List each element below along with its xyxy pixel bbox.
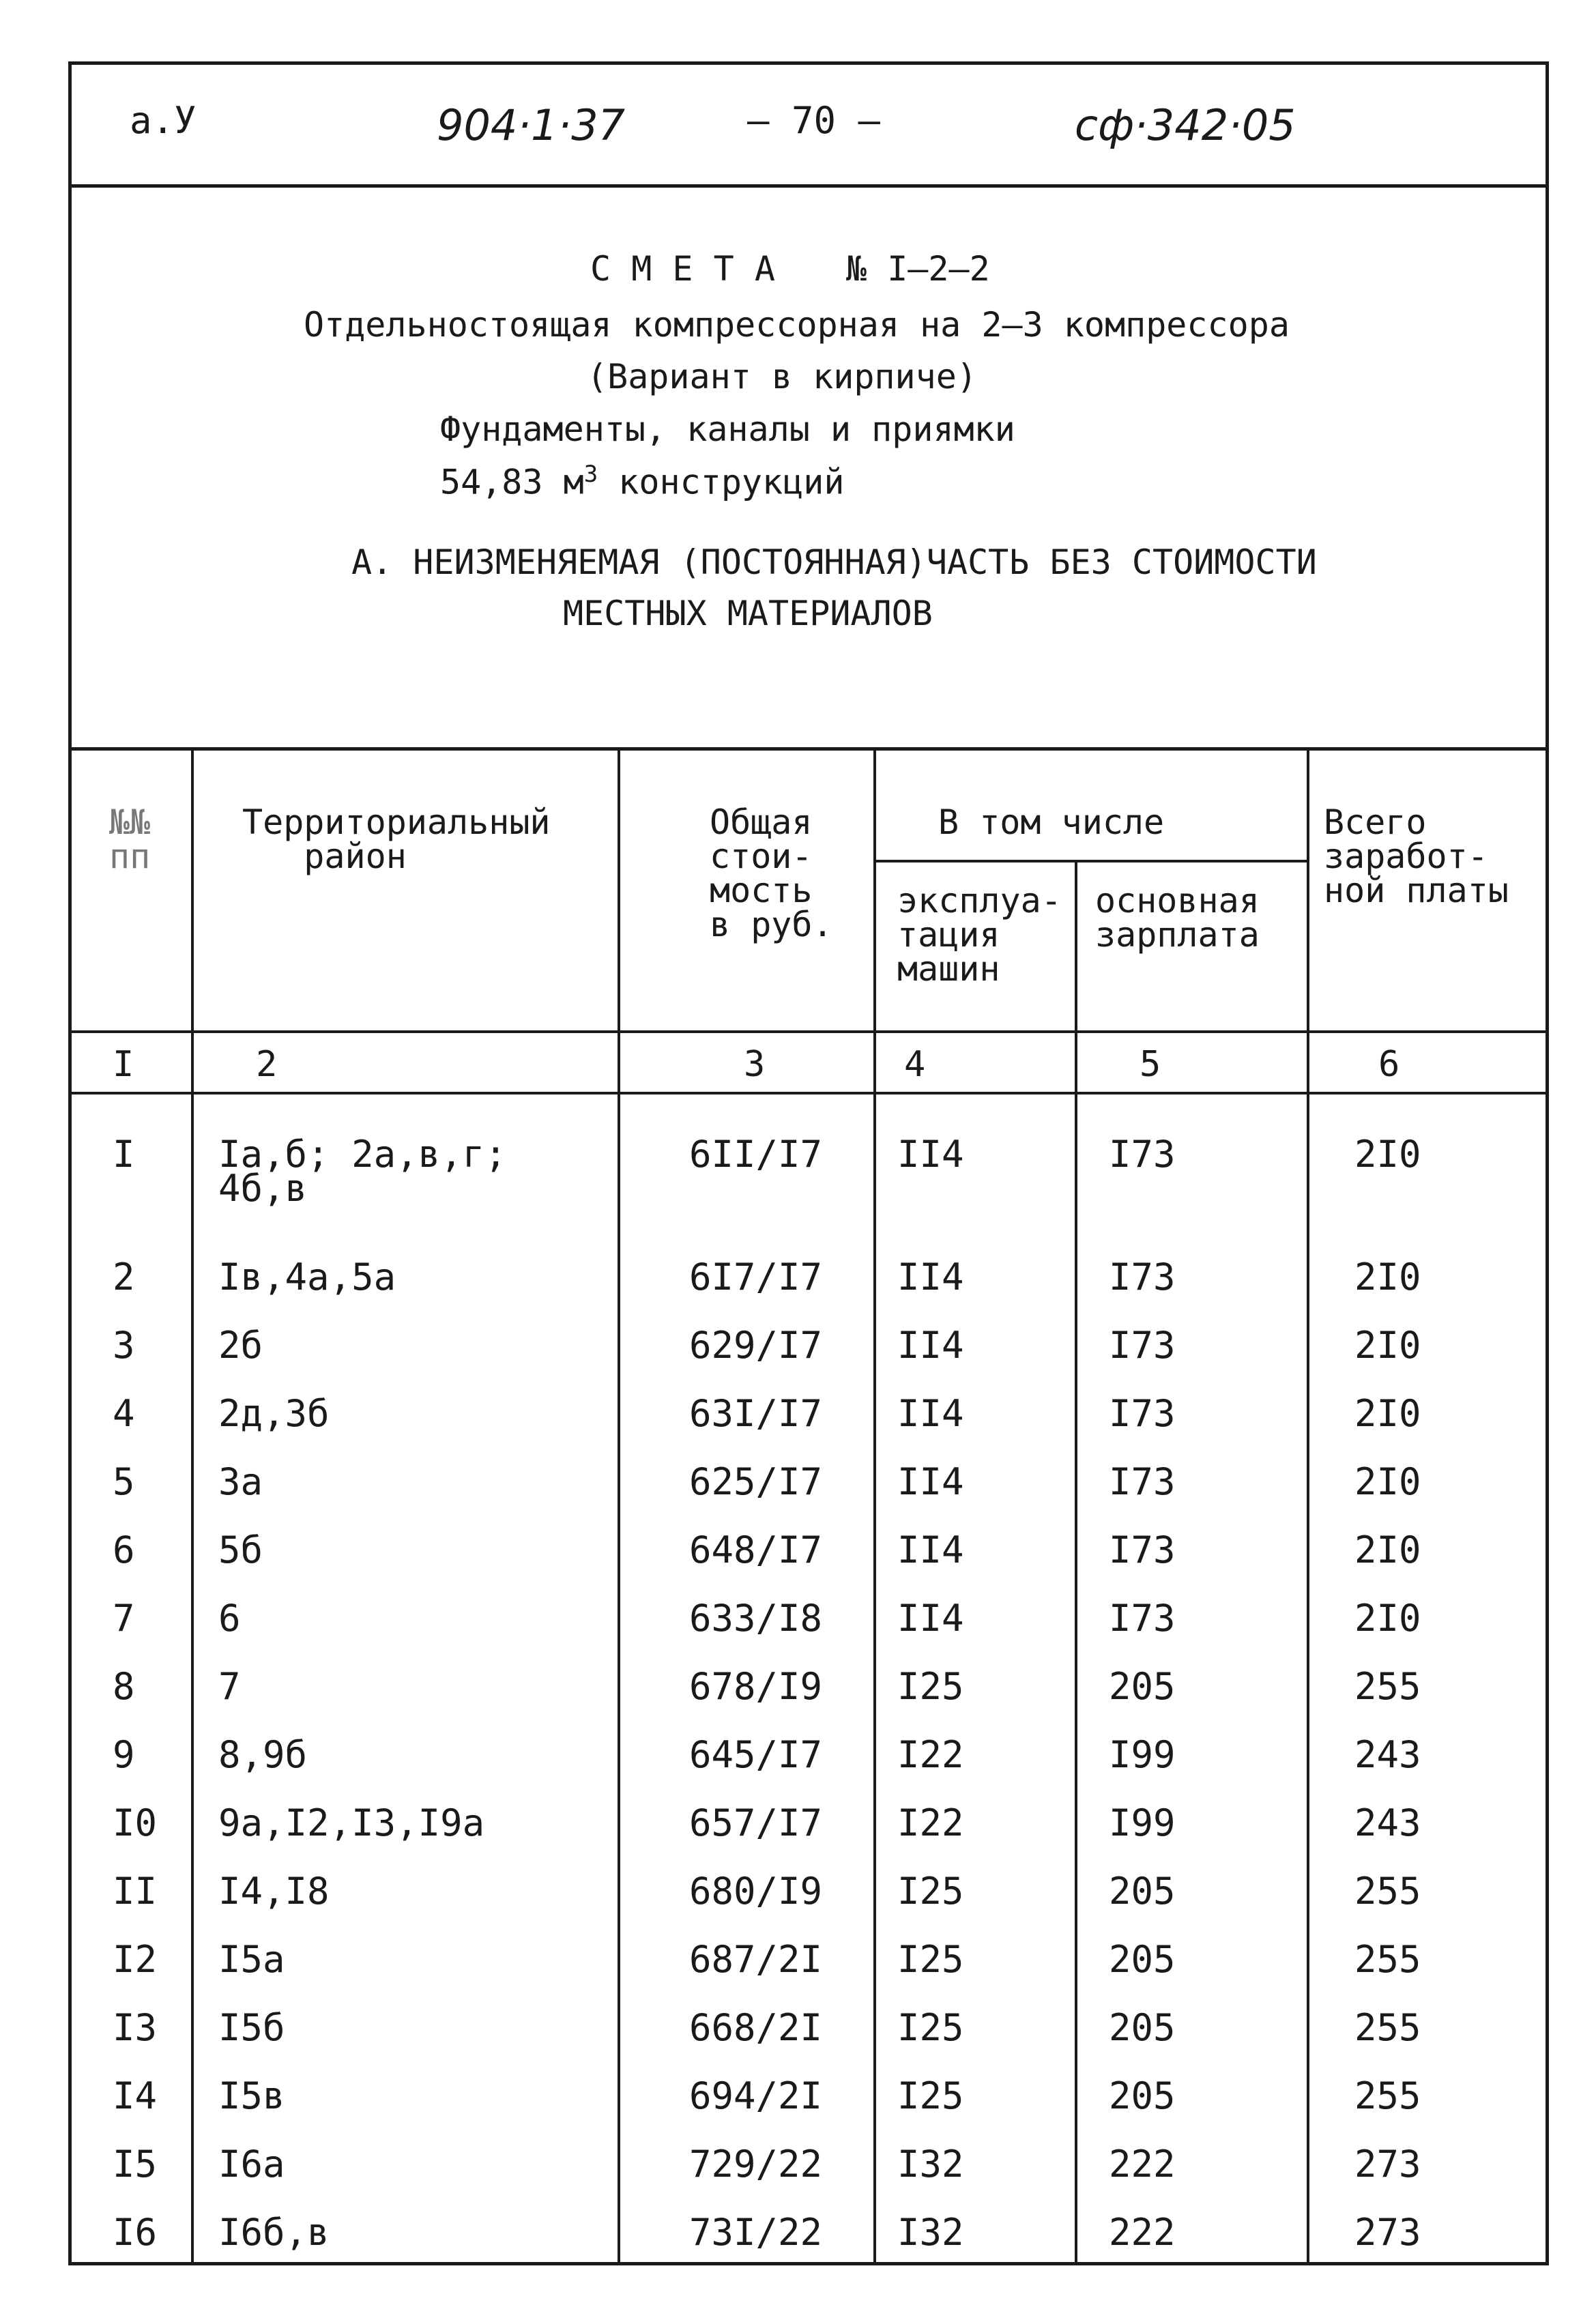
section-title: А. НЕИЗМЕНЯЕМАЯ (ПОСТОЯННАЯ)ЧАСТЬ БЕЗ СТОИМОСТИ xyxy=(351,542,1317,582)
row-region: 8,9б xyxy=(218,1733,308,1776)
row-machines: I22 xyxy=(897,1801,964,1844)
row-salary: 222 xyxy=(1109,2211,1176,2254)
row-wages: 255 xyxy=(1354,2006,1421,2049)
row-total-cost: 678/I9 xyxy=(689,1665,823,1708)
row-region: I5б xyxy=(218,2006,285,2049)
row-total-cost: 73I/22 xyxy=(689,2211,823,2254)
header-including: В том числе xyxy=(938,802,1165,842)
row-number: I0 xyxy=(113,1801,158,1844)
row-machines: I25 xyxy=(897,1870,964,1913)
row-machines: II4 xyxy=(897,1528,964,1571)
row-region: 2б xyxy=(218,1324,263,1367)
page-frame xyxy=(68,61,1549,2265)
row-number: I5 xyxy=(113,2143,158,2186)
row-number: 3 xyxy=(113,1324,135,1367)
column-number: 6 xyxy=(1378,1044,1400,1085)
row-wages: 2I0 xyxy=(1354,1324,1421,1367)
estimate-object: Отдельностоящая компрессорная на 2–3 компрессора xyxy=(304,305,1290,345)
row-number: 8 xyxy=(113,1665,135,1708)
row-number: I2 xyxy=(113,1938,158,1981)
row-region: 7 xyxy=(218,1665,241,1708)
row-machines: I25 xyxy=(897,1938,964,1981)
row-machines: I25 xyxy=(897,2074,964,2117)
row-machines: II4 xyxy=(897,1392,964,1435)
row-total-cost: 668/2I xyxy=(689,2006,823,2049)
row-total-cost: 657/I7 xyxy=(689,1801,823,1844)
col-divider xyxy=(1075,860,1077,2262)
header-wages: Всего заработ- ной платы xyxy=(1324,802,1509,910)
row-region: I5а xyxy=(218,1938,285,1981)
row-region: 6 xyxy=(218,1597,241,1640)
row-number: 9 xyxy=(113,1733,135,1776)
row-machines: I25 xyxy=(897,2006,964,2049)
row-wages: 2I0 xyxy=(1354,1460,1421,1503)
row-machines: II4 xyxy=(897,1256,964,1299)
row-number: II xyxy=(113,1870,158,1913)
page-number: – 70 – xyxy=(747,99,881,142)
row-region: Iа,б; 2а,в,г; xyxy=(218,1133,507,1176)
row-region: I5в xyxy=(218,2074,285,2117)
header-salary: основная зарплата xyxy=(1095,881,1260,955)
row-salary: I73 xyxy=(1109,1597,1176,1640)
row-total-cost: 629/I7 xyxy=(689,1324,823,1367)
row-total-cost: 625/I7 xyxy=(689,1460,823,1503)
row-machines: II4 xyxy=(897,1460,964,1503)
row-wages: 255 xyxy=(1354,1938,1421,1981)
row-region: 5б xyxy=(218,1528,263,1571)
document-header xyxy=(72,65,1546,188)
row-region-cont: 4б,в xyxy=(218,1167,308,1210)
row-total-cost: 63I/I7 xyxy=(689,1392,823,1435)
section-title-cont: МЕСТНЫХ МАТЕРИАЛОВ xyxy=(563,594,933,633)
estimate-number: № I–2–2 xyxy=(846,249,990,289)
estimate-works: Фундаменты, каналы и приямки xyxy=(440,409,1015,449)
estimate-variant: (Вариант в кирпиче) xyxy=(587,357,977,396)
row-total-cost: 6I7/I7 xyxy=(689,1256,823,1299)
row-machines: II4 xyxy=(897,1133,964,1176)
row-wages: 273 xyxy=(1354,2211,1421,2254)
row-total-cost: 648/I7 xyxy=(689,1528,823,1571)
row-total-cost: 6II/I7 xyxy=(689,1133,823,1176)
row-region: Iв,4а,5а xyxy=(218,1256,396,1299)
col-divider xyxy=(873,751,876,2262)
row-region: 2д,3б xyxy=(218,1392,330,1435)
row-salary: 205 xyxy=(1109,2074,1176,2117)
row-wages: 273 xyxy=(1354,2143,1421,2186)
row-salary: 205 xyxy=(1109,1938,1176,1981)
subheader-divider xyxy=(873,860,1307,862)
row-number: I xyxy=(113,1133,135,1176)
header-machines: эксплуа- тация машин xyxy=(897,881,1062,989)
row-salary: 205 xyxy=(1109,1870,1176,1913)
project-code: 904·1·37 xyxy=(437,100,626,150)
row-machines: I25 xyxy=(897,1665,964,1708)
row-machines: I32 xyxy=(897,2143,964,2186)
row-wages: 2I0 xyxy=(1354,1392,1421,1435)
row-region: I6а xyxy=(218,2143,285,2186)
row-total-cost: 694/2I xyxy=(689,2074,823,2117)
row-total-cost: 633/I8 xyxy=(689,1597,823,1640)
col-divider xyxy=(1307,751,1309,2262)
header-bottom-divider xyxy=(72,1030,1546,1033)
row-region: 3а xyxy=(218,1460,263,1503)
row-wages: 2I0 xyxy=(1354,1133,1421,1176)
row-number: 2 xyxy=(113,1256,135,1299)
row-salary: I99 xyxy=(1109,1801,1176,1844)
row-salary: I73 xyxy=(1109,1528,1176,1571)
row-region: I6б,в xyxy=(218,2211,330,2254)
col-divider xyxy=(191,751,194,2262)
estimate-label: С М Е Т А xyxy=(590,249,775,289)
row-total-cost: 687/2I xyxy=(689,1938,823,1981)
column-number: 2 xyxy=(256,1044,278,1085)
col-divider xyxy=(618,751,620,2262)
row-number: I3 xyxy=(113,2006,158,2049)
header-left-mark: а.У xyxy=(130,99,197,142)
row-wages: 2I0 xyxy=(1354,1528,1421,1571)
row-salary: 205 xyxy=(1109,1665,1176,1708)
sheet-code: сф·342·05 xyxy=(1075,100,1296,150)
header-region: Территориальный район xyxy=(242,802,551,876)
row-salary: I73 xyxy=(1109,1392,1176,1435)
row-number: I4 xyxy=(113,2074,158,2117)
row-number: 7 xyxy=(113,1597,135,1640)
row-salary: I99 xyxy=(1109,1733,1176,1776)
row-machines: II4 xyxy=(897,1324,964,1367)
row-wages: 243 xyxy=(1354,1801,1421,1844)
column-number: 3 xyxy=(744,1044,766,1085)
column-number: 4 xyxy=(904,1044,926,1085)
row-number: 5 xyxy=(113,1460,135,1503)
row-region: 9а,I2,I3,I9а xyxy=(218,1801,485,1844)
row-wages: 243 xyxy=(1354,1733,1421,1776)
header-total: Общая стои- мость в руб. xyxy=(710,802,833,944)
row-wages: 255 xyxy=(1354,1870,1421,1913)
column-number: 5 xyxy=(1140,1044,1161,1085)
row-region: I4,I8 xyxy=(218,1870,330,1913)
row-wages: 2I0 xyxy=(1354,1256,1421,1299)
row-machines: II4 xyxy=(897,1597,964,1640)
row-total-cost: 729/22 xyxy=(689,2143,823,2186)
row-salary: 222 xyxy=(1109,2143,1176,2186)
estimate-volume: 54,83 $м^3$ конструкций xyxy=(440,461,845,502)
row-total-cost: 680/I9 xyxy=(689,1870,823,1913)
colnum-bottom-divider xyxy=(72,1092,1546,1094)
column-number: I xyxy=(113,1044,134,1085)
row-number: I6 xyxy=(113,2211,158,2254)
row-machines: I22 xyxy=(897,1733,964,1776)
row-number: 4 xyxy=(113,1392,135,1435)
row-salary: I73 xyxy=(1109,1133,1176,1176)
header-num: №№ пп xyxy=(109,802,151,876)
row-wages: 255 xyxy=(1354,2074,1421,2117)
row-number: 6 xyxy=(113,1528,135,1571)
row-machines: I32 xyxy=(897,2211,964,2254)
row-salary: I73 xyxy=(1109,1256,1176,1299)
row-total-cost: 645/I7 xyxy=(689,1733,823,1776)
row-salary: I73 xyxy=(1109,1460,1176,1503)
estimate-title-block xyxy=(72,188,1546,747)
estimate-table xyxy=(72,747,1546,2262)
row-salary: 205 xyxy=(1109,2006,1176,2049)
row-salary: I73 xyxy=(1109,1324,1176,1367)
row-wages: 255 xyxy=(1354,1665,1421,1708)
row-wages: 2I0 xyxy=(1354,1597,1421,1640)
